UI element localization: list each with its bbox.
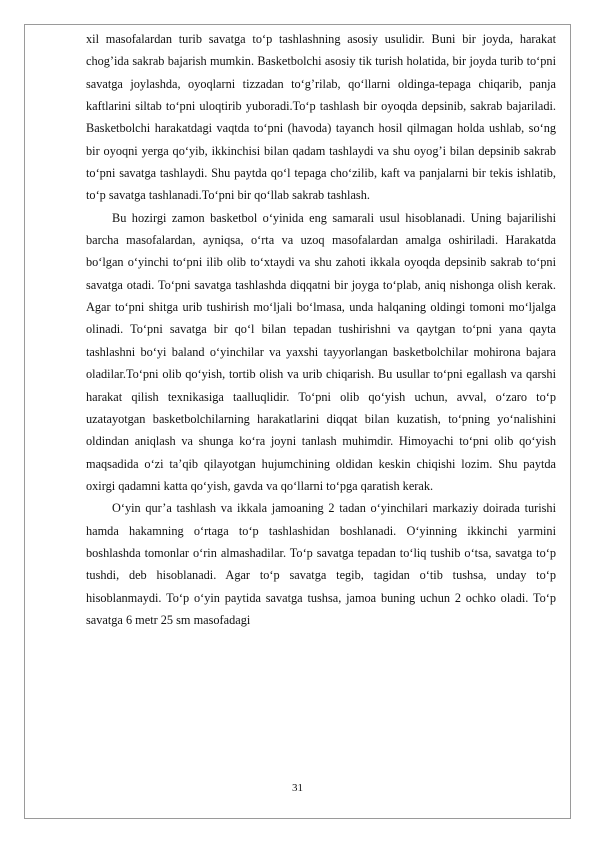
document-body — [86, 28, 556, 631]
paragraph-2: Bu hozirgi zamon basketbol o‘yinida eng samarali usul hisoblanadi. Uning bajarilishi barcha masofalardan, ayniqsa, o‘rta va uzoq masofalardan amalga oshiriladi. Harakatda bo‘lgan o‘yinchi to‘pni ilib olib to‘xtaydi va shu zahoti ikkala oyoqda depsinib sakrab to‘pni savatga otadi. To‘pni savatga tashlashda diqqatni bir joyga to‘plab, aniq nishonga olish kerak. Agar to‘pni shitga urib tushirish mo‘ljali bo‘lmasa, unda halqaning oldingi tomoni mo‘ljalga olinadi. To‘pni savatga bir qo‘l bilan tepadan tushirishni va qaytgan to‘pni yana qayta tashlashni bo‘yi baland o‘yinchilar va yaxshi tayyorlangan basketbolchilar mohirona bajara oladilar.To‘pni olib qo‘yish, tortib olish va urib chiqarish. Bu usullar to‘pni egallash va qarshi harakat qilish texnikasiga taalluqlidir. To‘pni olib qo‘yish uchun, avval, o‘zaro to‘p uzatayotgan basketbolchilarning harakatlarini diqqat bilan kuzatish, to‘pning yo‘nalishini oldindan aniqlash va shunga ko‘ra joyni tanlash muhimdir. Himoyachi to‘pni olib qo‘yish maqsadida o‘zi ta’qib qilayotgan hujumchining oldidan keskin chiqishi lozim. Shu paytda oxirgi qadamni katta qo‘yish, gavda va qo‘llarni to‘pga qaratish kerak. — [86, 210, 556, 493]
paragraph-1: xil masofalardan turib savatga to‘p tashlashning asosiy usulidir. Buni bir joyda, harakat chog’ida sakrab bajarish mumkin. Basketbolchi asosiy tik turish holatida, bir joyda turib to‘pni savatga joylashda, oyoqlarni tizzadan to‘g’rilab, qo‘llarni oldinga-tepaga chiqarib, panja kaftlarini siltab to‘pni uloqtirib yuboradi.To‘p tashlash bir oyoqda depsinib, sakrab bajariladi. Basketbolchi harakatdagi vaqtda to‘pni (havoda) tayanch hosil qilmagan holda ushlab, so‘ng bir oyoqni yerga qo‘yib, ikkinchisi bilan qadam tashlaydi va shu oyog’i bilan depsinib sakrab to‘pni savatga tashlaydi. Shu paytda qo‘l tepaga cho‘zilib, kaft va panjalarni bir tekis ishlatib, to‘p savatga tashlanadi.To‘pni bir qo‘llab sakrab tashlash. — [86, 32, 556, 203]
paragraph-3: O‘yin qur’a tashlash va ikkala jamoaning 2 tadan o‘yinchilari markaziy doirada turishi hamda hakamning o‘rtaga to‘p tashlashidan boshlanadi. O‘yinning ikkinchi yarmini boshlashda tomonlar o‘rin almashadilar. To‘p savatga tepadan to‘liq tushib o‘tsa, savatga to‘p tushdi, deb hisoblanadi. Agar to‘p savatga tegib, tagidan o‘tib tushsa, unday to‘p hisoblanmaydi. To‘p o‘yin paytida savatga tushsa, jamoa buning uchun 2 ochko oladi. To‘p savatga 6 metr 25 sm masofadagi — [86, 501, 556, 627]
page-number: 31 — [292, 782, 303, 794]
